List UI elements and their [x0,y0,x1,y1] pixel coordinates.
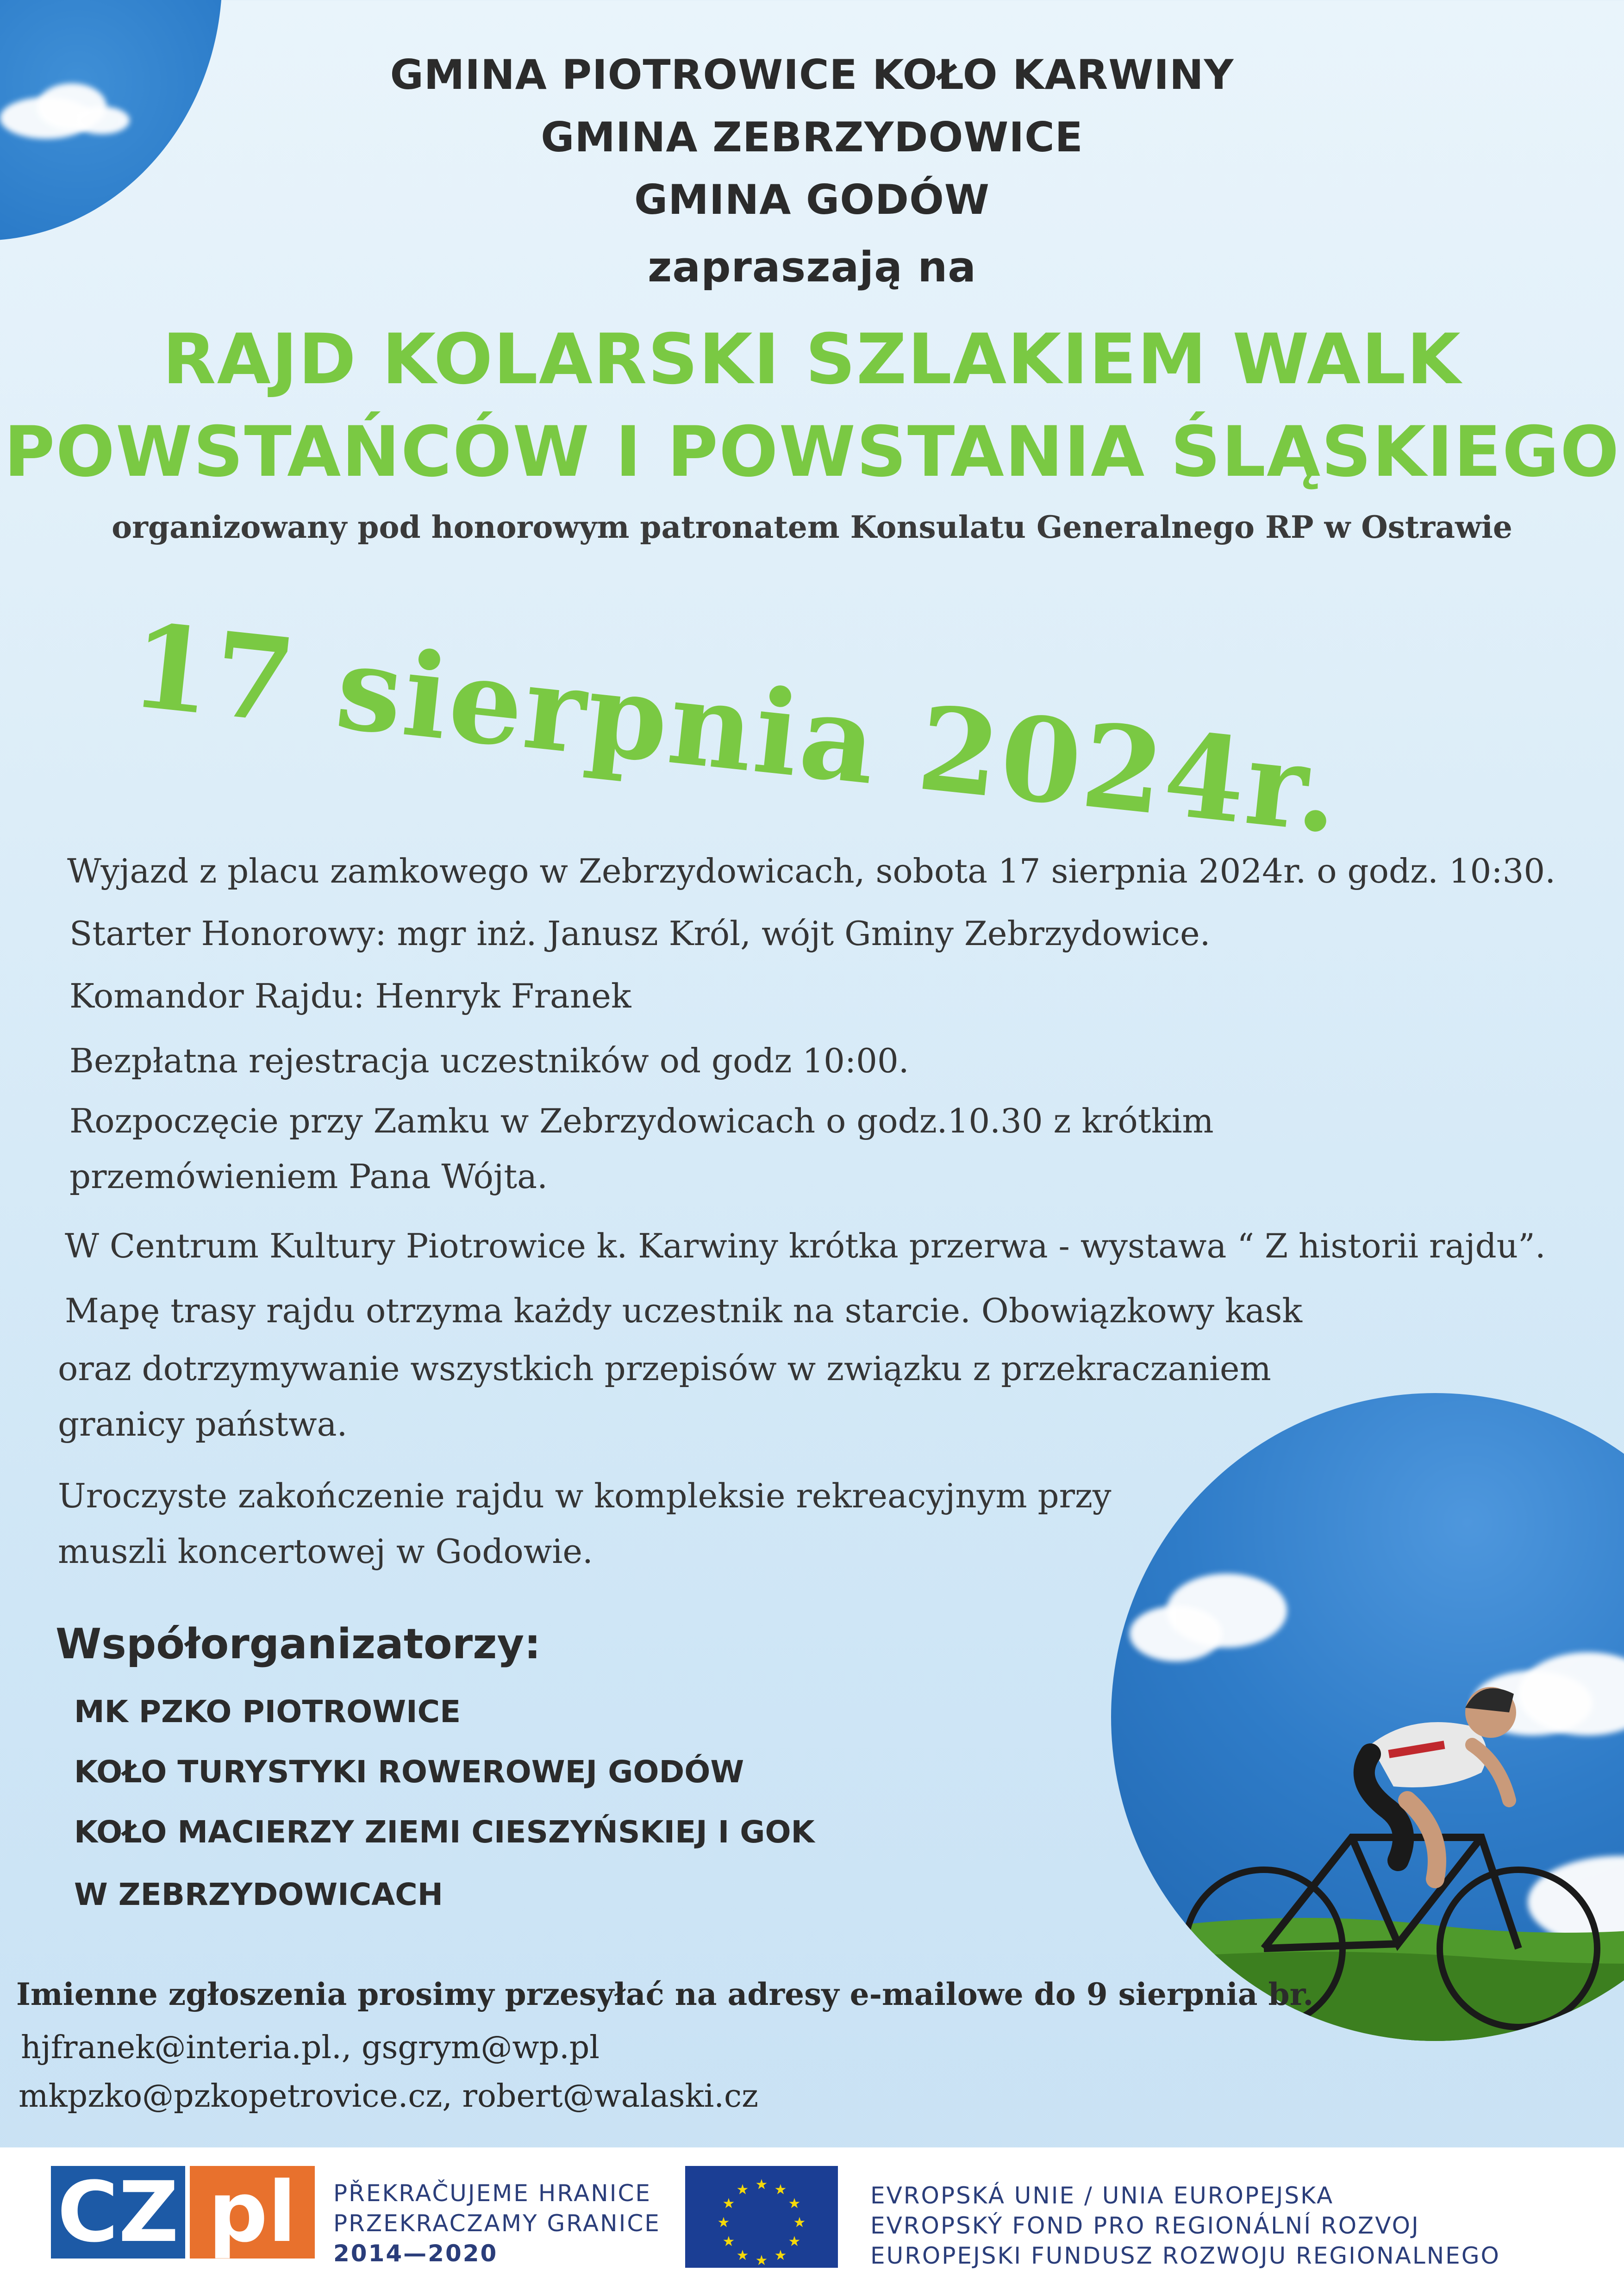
svg-text:★: ★ [717,2215,730,2231]
footer-logos [0,2147,1624,2296]
organizer-line-2: GMINA ZEBRZYDOWICE [541,113,1083,161]
svg-text:★: ★ [788,2196,801,2212]
coorganizer-item: KOŁO MACIERZY ZIEMI CIESZYŃSKIEJ I GOK [74,1814,815,1850]
cz-logo-text: CZ [57,2164,179,2261]
registration-text: Imienne zgłoszenia prosimy przesyłać na adresy e-mailowe do 9 sierpnia br. [16,1976,1314,2012]
svg-text:★: ★ [774,2247,787,2264]
program-years: 2014—2020 [333,2240,498,2267]
coorganizer-item: MK PZKO PIOTROWICE [74,1694,461,1730]
cyclist-icon [1111,1393,1624,2041]
organizer-line-3: GMINA GODÓW [634,176,990,224]
event-title-line-2: POWSTAŃCÓW I POWSTANIA ŚLĄSKIEGO [4,412,1620,492]
program-name-pl: PRZEKRACZAMY GRANICE [333,2210,661,2237]
eu-fund-cz: EVROPSKÝ FOND PRO REGIONÁLNÍ ROZVOJ [870,2212,1420,2239]
detail-line: Uroczyste zakończenie rajdu w kompleksie rekreacyjnym przy [58,1476,1112,1515]
patronage-line: organizowany pod honorowym patronatem Konsulatu Generalnego RP w Ostrawie [112,509,1512,545]
svg-text:★: ★ [722,2196,735,2212]
event-date: 17 sierpnia 2024r. [125,597,1348,859]
eu-fund-pl: EUROPEJSKI FUNDUSZ ROZWOJU REGIONALNEGO [870,2242,1500,2269]
registration-emails-1: hjfranek@interia.pl., gsgrym@wp.pl [21,2029,600,2066]
eu-name: EVROPSKÁ UNIE / UNIA EUROPEJSKA [870,2182,1334,2209]
coorganizers-heading: Współorganizatorzy: [56,1620,541,1668]
detail-line: Komandor Rajdu: Henryk Franek [69,977,631,1015]
coorganizer-item: W ZEBRZYDOWICACH [74,1877,443,1912]
registration-emails-2: mkpzko@pzkopetrovice.cz, robert@walaski.cz [19,2078,758,2115]
detail-line: granicy państwa. [58,1405,348,1444]
cyclist-photo [1111,1393,1624,2041]
detail-line: W Centrum Kultury Piotrowice k. Karwiny krótka przerwa - wystawa “ Z historii rajdu”. [65,1226,1546,1265]
svg-text:★: ★ [736,2182,749,2198]
detail-line: Wyjazd z placu zamkowego w Zebrzydowicach, sobota 17 sierpnia 2024r. o godz. 10:30. [67,852,1556,890]
svg-text:★: ★ [755,2177,768,2193]
svg-text:★: ★ [722,2234,735,2250]
program-name-cz: PŘEKRAČUJEME HRANICE [333,2180,651,2207]
svg-text:★: ★ [793,2215,806,2231]
svg-text:★: ★ [774,2182,787,2198]
detail-line: przemówieniem Pana Wójta. [69,1157,548,1196]
svg-text:★: ★ [755,2252,768,2268]
coorganizer-item: KOŁO TURYSTYKI ROWEROWEJ GODÓW [74,1754,744,1790]
svg-text:★: ★ [736,2247,749,2264]
svg-text:★: ★ [788,2234,801,2250]
detail-line: muszli koncertowej w Godowie. [58,1532,593,1571]
detail-line: Bezpłatna rejestracja uczestników od godz 10:00. [69,1041,909,1080]
detail-line: Mapę trasy rajdu otrzyma każdy uczestnik na starcie. Obowiązkowy kask [65,1291,1303,1330]
eu-stars-icon [685,2166,838,2268]
pl-logo [190,2166,315,2259]
invite-line: zapraszają na [647,243,977,292]
organizer-line-1: GMINA PIOTROWICE KOŁO KARWINY [390,51,1234,99]
pl-logo-text: pl [208,2164,297,2261]
cz-logo [51,2166,185,2259]
event-title-line-1: RAJD KOLARSKI SZLAKIEM WALK [162,319,1462,400]
detail-line: Starter Honorowy: mgr inż. Janusz Król, wójt Gminy Zebrzydowice. [69,914,1211,953]
eu-flag-icon [685,2166,838,2268]
detail-line: Rozpoczęcie przy Zamku w Zebrzydowicach o godz.10.30 z krótkim [69,1101,1214,1140]
detail-line: oraz dotrzymywanie wszystkich przepisów w związku z przekraczaniem [58,1349,1271,1388]
